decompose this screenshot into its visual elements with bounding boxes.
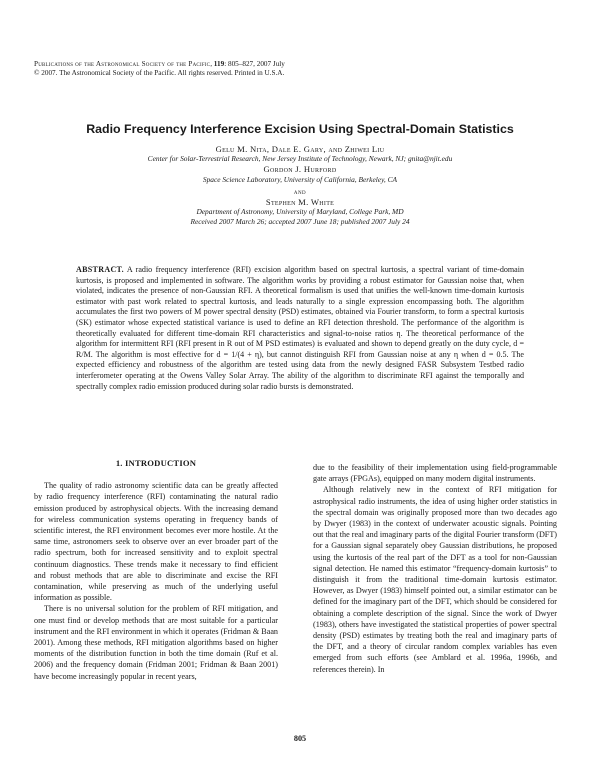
author-names-2: Gordon J. Hurford [263, 164, 337, 175]
publication-dates: Received 2007 March 26; accepted 2007 June 18; published 2007 July 24 [190, 217, 410, 227]
left-column [34, 458, 278, 682]
abstract-text: A radio frequency interference (RFI) excision algorithm based on spectral kurtosis, a spectral variant of time-domain kurtosis, is proposed and implemented in software. The algorithm works by providing a robust estimator for Gaussian noise that, when violated, indicates the presence of non-Gaussian RFI. A theoretical formalism is used that unifies the well-known time-domain kurtosis estimator with past work related to spectral kurtosis, and leads naturally to a single expression encompassing both. The algorithm accumulates the first two powers of M power spectral density (PSD) estimates, obtained via Fourier transform, to form a spectral kurtosis (SK) estimator whose expected statistical variance is used to define an RFI detection threshold. The performance of the algorithm is theoretically evaluated for different time-domain RFI characteristics and signal-to-noise ratios η. The theoretical performance of the algorithm for intermittent RFI (RFI present in R out of M PSD estimates) is evaluated and shown to depend greatly on the duty cycle, d = R/M. The algorithm is most effective for d = 1/(4 + η), but cannot distinguish RFI from Gaussian noise at any η when d = 0.5. The expected efficiency and robustness of the algorithm are tested using data from the newly designed FASR Subsystem Testbed radio interferometer operating at the Owens Valley Solar Array. The ability of the algorithm to discriminate RFI against the temporally and spectrally complex radio emission produced during solar radio bursts is demonstrated. [76, 265, 524, 391]
author-names-1: Gelu M. Nita, Dale E. Gary, and Zhiwei Liu [215, 144, 385, 154]
journal-volume: 119 [213, 60, 225, 68]
journal-header [34, 60, 574, 78]
author-affiliation-3: Department of Astronomy, University of Maryland, College Park, MD [196, 207, 404, 217]
and-separator: and [293, 186, 307, 196]
section-heading: 1. INTRODUCTION [115, 458, 197, 468]
abstract [76, 265, 524, 392]
author-names-3: Stephen M. White [265, 197, 335, 208]
abstract-label: ABSTRACT. [76, 265, 124, 274]
intro-paragraph-4: Although relatively new in the context of RFI mitigation for astrophysical radio instruments, the idea of using higher order statistics in the spectral domain was originally proposed more than two decades ago by Dwyer (1983) in the context of underwater acoustic signals. Pointing out that the real and imaginary parts of the digital Fourier transform (DFT) for a Gaussian signal separately obey Gaussian distributions, he proposed using the kurtosis of the real part of the DFT as a tool for non-Gaussian signal detection. He named this estimator “frequency-domain kurtosis” to distinguish it from the traditional time-domain kurtosis estimator. However, as Dwyer (1983) himself pointed out, a similar estimator can be defined for the imaginary part of the DFT, which should be considered for obtaining a complete description of the signal. Since the work of Dwyer (1983), others have investigated the statistical properties of power spectral density (PSD) estimates by treating both the real and imaginary parts of the DFT, and a theory of circular random complex variables has even emerged from such efforts (see Amblard et al. 1996a, 1996b, and references therein). In [313, 485, 557, 674]
right-column [313, 462, 557, 675]
journal-citation-line: Publications of the Astronomical Society of the Pacific, 119: 805–827, 2007 July [34, 60, 285, 68]
intro-paragraph-1: The quality of radio astronomy scientific data can be greatly affected by radio frequency interference (RFI) contaminating the natural radio emission produced by astrophysical objects. With the increasing demand for wireless communication systems operating in frequency bands of scientific interest, the RFI environment becomes ever more hostile. At the same time, astronomers seek to observe over an ever broader part of the radio spectrum, both for increased sensitivity and to exploit spectral continuum diagnostics. These trends make it necessary to find efficient and robust methods that are able to discriminate and excise the RFI contamination, while preserving as much of the underlying useful information as possible. [34, 481, 278, 603]
author-block [0, 144, 600, 228]
author-affiliation-2: Space Science Laboratory, University of California, Berkeley, CA [202, 174, 398, 184]
journal-name: Publications of the Astronomical Society of the Pacific [34, 60, 211, 68]
intro-paragraph-2: There is no universal solution for the problem of RFI mitigation, and one must find or develop methods that are most suitable for a particular instrument and the RFI environment in which it operates (Fridman & Baan 2001). Among these methods, RFI mitigation algorithms based on higher moments of the distribution function in both the time domain (Ruf et al. 2006) and the frequency domain (Fridman 2001; Fridman & Baan 2001) have become increasingly popular in recent years, [34, 604, 278, 681]
intro-paragraph-3: due to the feasibility of their implementation using field-programmable gate arrays (FPGAs), equipped on many modern digital instruments. [313, 463, 557, 484]
copyright-line: © 2007. The Astronomical Society of the Pacific. All rights reserved. Printed in U.S.A. [34, 69, 285, 77]
journal-pages-date: : 805–827, 2007 July [224, 60, 285, 68]
page-number: 805 [293, 734, 307, 743]
paper-title: Radio Frequency Interference Excision Using Spectral-Domain Statistics [86, 122, 514, 136]
author-affiliation-1: Center for Solar-Terrestrial Research, New Jersey Institute of Technology, Newark, NJ; gnita@njit.edu [147, 154, 453, 164]
